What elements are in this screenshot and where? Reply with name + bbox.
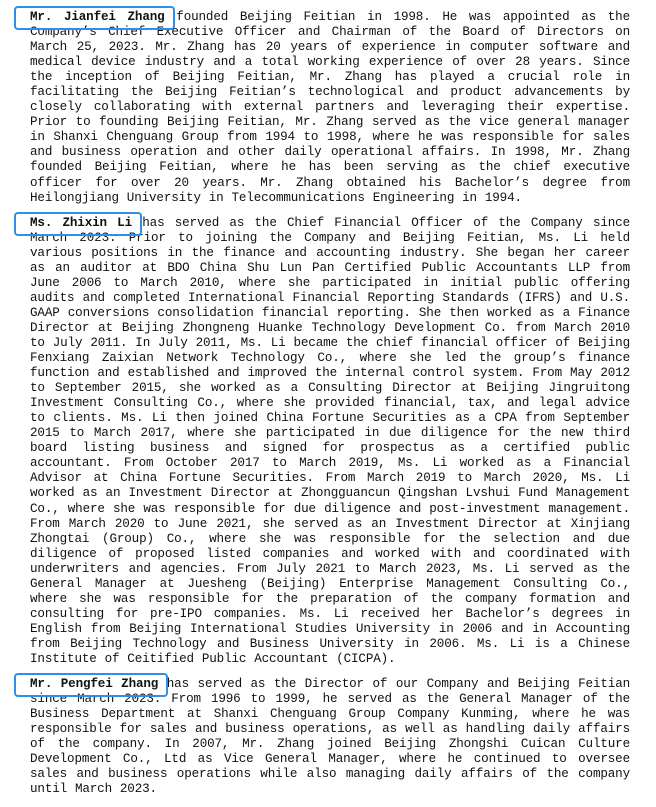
bio-text: has served as the Chief Financial Officer of the Company since March 2023. Prior to joining the Company and Beijing Feitian, Ms. Li held various positions in the finance and accounting industry. She began her career as an auditor at BDO China Shu Lun Pan Certified Public Accountants LLP from June 2006 to March 2010, where she participated in initial public offering audits and completed International Financial Reporting Standards (IFRS) and U.S. GAAP conversions consolidation financial reporting. She then worked as a Finance Director at Beijing Zhongneng Huanke Technology Development Co. from March 2010 to July 2011. In July 2011, Ms. Li became the chief financial officer of Beijing Fenxiang Zaixian Network Technology Co., where she led the group’s finance function and established and improved the internal control system. From May 2012 to September 2015, she worked as a Consulting Director at Beijing Jingruitong Investment Consulting Co., where she provided financial, tax, and legal advice to clients. Ms. Li then joined China Fortune Securities as a CPA from September 2015 to March 2017, where she participated in due diligence for the new third board listing business and signed for prospectus as a certified public accountant. From October 2017 to March 2019, Ms. Li worked as a Financial Advisor at China Fortune Securities. From March 2019 to March 2020, Ms. Li worked as an Investment Director at Zhongguancun Qingshan Lvshui Fund Management Co., where she was responsible for due diligence and post-investment management. From March 2020 to June 2021, she served as an Investment Director at Xinjiang Zhongtai (Group) Co., where she was responsible for the selection and due diligence of proposed listed companies and worked with and coordinated with underwriters and agencies. From July 2021 to March 2023, Ms. Li served as the General Manager at Juesheng (Beijing) Enterprise Management Consulting Co., where she was responsible for the preparation of the company formation and consulting for pre-IPO companies. Ms. Li received her Bachelor’s degrees in English from Beijing International Studies University in 2006 and in Accounting from Beijing Technology and Business University in 2006. Ms. Li is a Chinese Institute of Ceitified Public Accountant (CICPA). [30, 215, 630, 666]
bio-paragraph [30, 216, 630, 667]
document-page [30, 10, 630, 807]
bio-name: Mr. Pengfei Zhang [30, 677, 159, 692]
bio-paragraph [30, 677, 630, 797]
bio-name: Ms. Zhixin Li [30, 215, 132, 230]
bio-name: Mr. Jianfei Zhang [30, 10, 165, 24]
bio-text: founded Beijing Feitian in 1998. He was appointed as the Company’s Chief Executive Officer and Chairman of the Board of Directors on March 25, 2023. Mr. Zhang has 20 years of experience in computer software and medical device industry and a total working experience of over 28 years. Since the inception of Beijing Feitian, Mr. Zhang has played a crucial role in facilitating the Beijing Feitian’s technological and product advancements by closely collaborating with external partners and leveraging their expertise. Prior to founding Beijing Feitian, Mr. Zhang served as the vice general manager in Shanxi Chenguang Group from 1994 to 1998, where he was responsible for sales and business operation and other daily operational affairs. In 1998, Mr. Zhang founded Beijing Feitian, where he has been serving as the chief executive officer for over 20 years. Mr. Zhang obtained his Bachelor’s degree from Heilongjiang University in Telecommunications Engineering in 1994. [30, 10, 630, 205]
bio-paragraph [30, 10, 630, 206]
bio-jianfei-zhang [30, 10, 630, 206]
bio-pengfei-zhang [30, 677, 630, 797]
bio-zhixin-li [30, 216, 630, 667]
bio-text: has served as the Director of our Company and Beijing Feitian since March 2023. From 1996 to 1999, he served as the General Manager of the Business Department at Shanxi Chenguang Group Company Kunming, where he was responsible for sales and business operations, as well as handling daily affairs of the company. In 2007, Mr. Zhang joined Beijing Zhongshi Cuican Culture Development Co., Ltd as Vice General Manager, where he continued to oversee sales and business operations while also managing daily affairs of the company until March 2023. [30, 677, 631, 797]
